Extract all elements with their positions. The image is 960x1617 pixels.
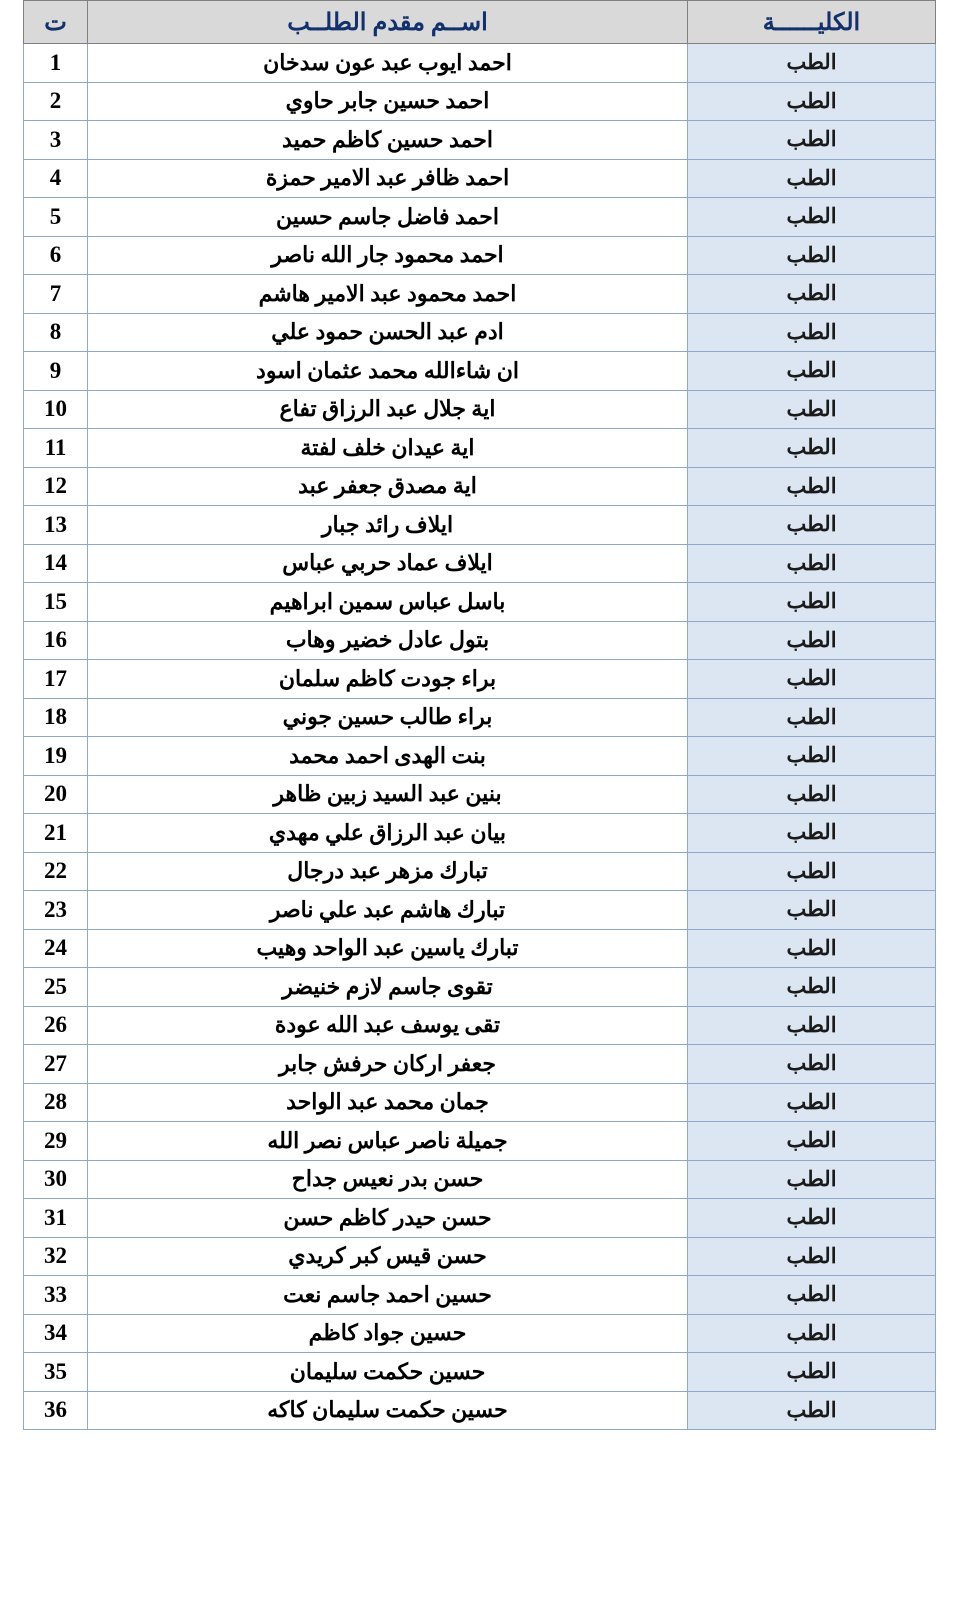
cell-college: الطب — [688, 583, 936, 622]
cell-college: الطب — [688, 814, 936, 853]
cell-index: 34 — [24, 1314, 88, 1353]
cell-index: 29 — [24, 1122, 88, 1161]
table-row — [24, 82, 936, 121]
cell-applicant-name: اية عيدان خلف لفتة — [88, 429, 688, 468]
cell-applicant-name: احمد فاضل جاسم حسين — [88, 198, 688, 237]
table-row — [24, 737, 936, 776]
cell-college: الطب — [688, 506, 936, 545]
cell-college: الطب — [688, 275, 936, 314]
table-row — [24, 1160, 936, 1199]
cell-applicant-name: براء طالب حسين جوني — [88, 698, 688, 737]
table-row — [24, 1045, 936, 1084]
table-row — [24, 698, 936, 737]
cell-applicant-name: احمد حسين جابر حاوي — [88, 82, 688, 121]
column-header-name: اســم مقدم الطلــب — [88, 1, 688, 44]
cell-applicant-name: بتول عادل خضير وهاب — [88, 621, 688, 660]
table-row — [24, 429, 936, 468]
cell-index: 2 — [24, 82, 88, 121]
cell-college: الطب — [688, 1199, 936, 1238]
cell-applicant-name: جميلة ناصر عباس نصر الله — [88, 1122, 688, 1161]
cell-applicant-name: حسن بدر نعيس جداح — [88, 1160, 688, 1199]
table-row — [24, 236, 936, 275]
cell-applicant-name: حسن حيدر كاظم حسن — [88, 1199, 688, 1238]
cell-applicant-name: تبارك مزهر عبد درجال — [88, 852, 688, 891]
cell-college: الطب — [688, 544, 936, 583]
cell-index: 25 — [24, 968, 88, 1007]
table-row — [24, 1353, 936, 1392]
cell-applicant-name: جمان محمد عبد الواحد — [88, 1083, 688, 1122]
cell-college: الطب — [688, 660, 936, 699]
table-row — [24, 660, 936, 699]
cell-applicant-name: براء جودت كاظم سلمان — [88, 660, 688, 699]
cell-college: الطب — [688, 1083, 936, 1122]
cell-index: 11 — [24, 429, 88, 468]
cell-applicant-name: تبارك ياسين عبد الواحد وهيب — [88, 929, 688, 968]
cell-index: 30 — [24, 1160, 88, 1199]
cell-index: 1 — [24, 44, 88, 83]
cell-index: 28 — [24, 1083, 88, 1122]
cell-college: الطب — [688, 236, 936, 275]
cell-applicant-name: حسين جواد كاظم — [88, 1314, 688, 1353]
cell-college: الطب — [688, 621, 936, 660]
cell-college: الطب — [688, 352, 936, 391]
cell-college: الطب — [688, 121, 936, 160]
table-row — [24, 852, 936, 891]
cell-college: الطب — [688, 1237, 936, 1276]
cell-applicant-name: احمد محمود عبد الامير هاشم — [88, 275, 688, 314]
table-row — [24, 275, 936, 314]
cell-college: الطب — [688, 1391, 936, 1430]
cell-index: 26 — [24, 1006, 88, 1045]
cell-index: 18 — [24, 698, 88, 737]
table-row — [24, 775, 936, 814]
cell-college: الطب — [688, 198, 936, 237]
cell-college: الطب — [688, 852, 936, 891]
table-row — [24, 583, 936, 622]
table-row — [24, 1276, 936, 1315]
table-row — [24, 390, 936, 429]
cell-applicant-name: حسين احمد جاسم نعت — [88, 1276, 688, 1315]
table-row — [24, 1237, 936, 1276]
table-row — [24, 1314, 936, 1353]
cell-applicant-name: احمد حسين كاظم حميد — [88, 121, 688, 160]
cell-college: الطب — [688, 737, 936, 776]
cell-applicant-name: ان شاءالله محمد عثمان اسود — [88, 352, 688, 391]
cell-index: 27 — [24, 1045, 88, 1084]
table-row — [24, 467, 936, 506]
table-row — [24, 929, 936, 968]
table-row — [24, 352, 936, 391]
cell-college: الطب — [688, 467, 936, 506]
column-header-college: الكليــــــة — [688, 1, 936, 44]
cell-applicant-name: ايلاف عماد حربي عباس — [88, 544, 688, 583]
cell-applicant-name: ادم عبد الحسن حمود علي — [88, 313, 688, 352]
cell-index: 17 — [24, 660, 88, 699]
cell-index: 22 — [24, 852, 88, 891]
cell-index: 19 — [24, 737, 88, 776]
cell-applicant-name: بنت الهدى احمد محمد — [88, 737, 688, 776]
table-row — [24, 1122, 936, 1161]
cell-applicant-name: تقى يوسف عبد الله عودة — [88, 1006, 688, 1045]
table-row — [24, 313, 936, 352]
cell-index: 4 — [24, 159, 88, 198]
cell-index: 20 — [24, 775, 88, 814]
table-row — [24, 621, 936, 660]
table-row — [24, 1083, 936, 1122]
cell-college: الطب — [688, 968, 936, 1007]
cell-applicant-name: احمد محمود جار الله ناصر — [88, 236, 688, 275]
table-row — [24, 814, 936, 853]
column-header-index: ت — [24, 1, 88, 44]
table-row — [24, 198, 936, 237]
cell-college: الطب — [688, 891, 936, 930]
table-row — [24, 891, 936, 930]
cell-applicant-name: تقوى جاسم لازم خنيضر — [88, 968, 688, 1007]
cell-index: 8 — [24, 313, 88, 352]
cell-applicant-name: ايلاف رائد جبار — [88, 506, 688, 545]
cell-applicant-name: جعفر اركان حرفش جابر — [88, 1045, 688, 1084]
cell-index: 16 — [24, 621, 88, 660]
cell-index: 3 — [24, 121, 88, 160]
applicants-table — [23, 0, 936, 1430]
cell-college: الطب — [688, 159, 936, 198]
table-row — [24, 1006, 936, 1045]
cell-applicant-name: حسن قيس كبر كريدي — [88, 1237, 688, 1276]
cell-college: الطب — [688, 390, 936, 429]
cell-college: الطب — [688, 1353, 936, 1392]
cell-college: الطب — [688, 929, 936, 968]
table-body — [24, 44, 936, 1430]
table-row — [24, 1391, 936, 1430]
cell-college: الطب — [688, 1006, 936, 1045]
cell-index: 31 — [24, 1199, 88, 1238]
cell-applicant-name: حسين حكمت سليمان كاكه — [88, 1391, 688, 1430]
cell-college: الطب — [688, 1122, 936, 1161]
table-row — [24, 44, 936, 83]
cell-college: الطب — [688, 429, 936, 468]
cell-index: 12 — [24, 467, 88, 506]
table-row — [24, 1199, 936, 1238]
cell-college: الطب — [688, 44, 936, 83]
cell-index: 21 — [24, 814, 88, 853]
cell-college: الطب — [688, 1314, 936, 1353]
table-row — [24, 159, 936, 198]
cell-college: الطب — [688, 313, 936, 352]
cell-index: 13 — [24, 506, 88, 545]
cell-applicant-name: حسين حكمت سليمان — [88, 1353, 688, 1392]
cell-college: الطب — [688, 1160, 936, 1199]
header-row — [24, 1, 936, 44]
table-row — [24, 121, 936, 160]
cell-applicant-name: احمد ايوب عبد عون سدخان — [88, 44, 688, 83]
cell-index: 36 — [24, 1391, 88, 1430]
cell-index: 33 — [24, 1276, 88, 1315]
cell-index: 9 — [24, 352, 88, 391]
table-header — [24, 1, 936, 44]
cell-college: الطب — [688, 82, 936, 121]
cell-applicant-name: بيان عبد الرزاق علي مهدي — [88, 814, 688, 853]
cell-applicant-name: بنين عبد السيد زبين ظاهر — [88, 775, 688, 814]
cell-index: 32 — [24, 1237, 88, 1276]
table-row — [24, 544, 936, 583]
cell-college: الطب — [688, 698, 936, 737]
cell-index: 24 — [24, 929, 88, 968]
cell-index: 14 — [24, 544, 88, 583]
cell-college: الطب — [688, 1276, 936, 1315]
cell-index: 5 — [24, 198, 88, 237]
cell-index: 35 — [24, 1353, 88, 1392]
table-row — [24, 506, 936, 545]
cell-applicant-name: اية جلال عبد الرزاق تفاع — [88, 390, 688, 429]
cell-college: الطب — [688, 1045, 936, 1084]
cell-applicant-name: باسل عباس سمين ابراهيم — [88, 583, 688, 622]
cell-index: 23 — [24, 891, 88, 930]
cell-college: الطب — [688, 775, 936, 814]
table-row — [24, 968, 936, 1007]
cell-index: 6 — [24, 236, 88, 275]
cell-index: 15 — [24, 583, 88, 622]
cell-index: 10 — [24, 390, 88, 429]
cell-applicant-name: احمد ظافر عبد الامير حمزة — [88, 159, 688, 198]
cell-applicant-name: تبارك هاشم عبد علي ناصر — [88, 891, 688, 930]
cell-index: 7 — [24, 275, 88, 314]
cell-applicant-name: اية مصدق جعفر عبد — [88, 467, 688, 506]
